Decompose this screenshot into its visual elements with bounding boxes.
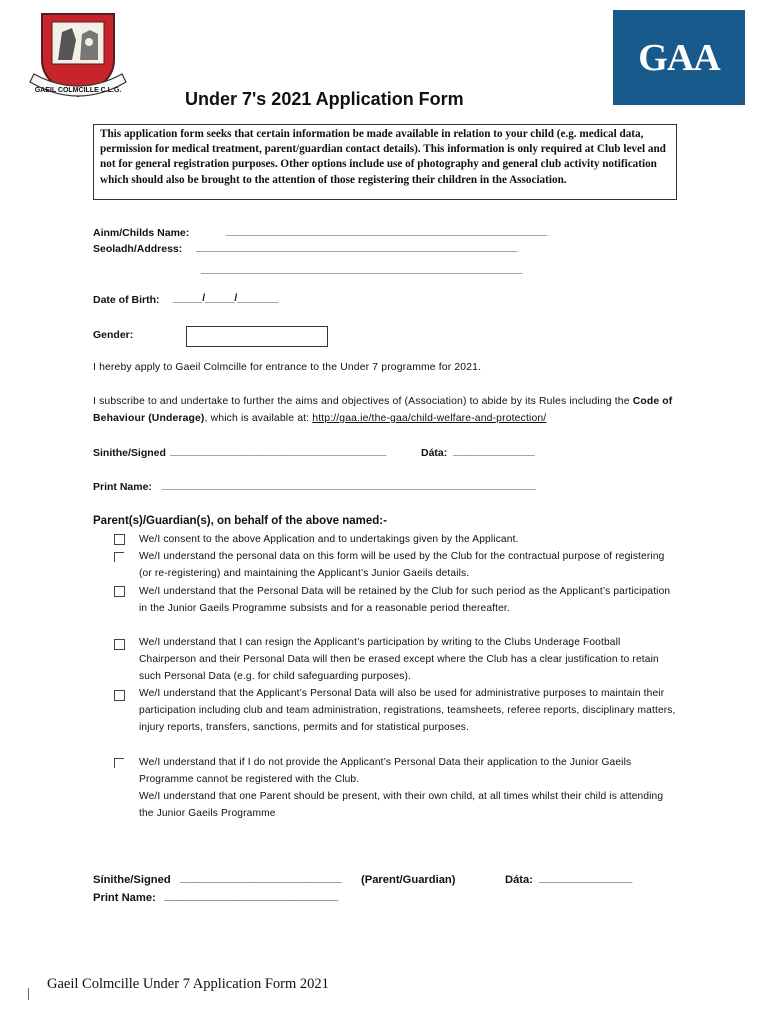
- address-field-line2[interactable]: _______________________________________________________: [201, 263, 523, 275]
- print-name-label: Print Name:: [93, 481, 152, 493]
- parents-heading: Parent(s)/Guardian(s), on behalf of the above named:-: [93, 515, 387, 527]
- notice-box: This application form seeks that certain information be made available in relation to your child (e.g. medical data, permission for medical treatment, parent/guardian contact details). This information is only required at Club level and not for general registration purposes. Other options include use of photography and general club activity notification which should also be brought to the attention of those registering their children in the Association.: [93, 124, 677, 200]
- apply-statement: I hereby apply to Gaeil Colmcille for entrance to the Under 7 programme for 2021.: [93, 362, 482, 373]
- name-field[interactable]: _______________________________________________________: [226, 225, 548, 237]
- consent-item-4: We/I understand that I can resign the Applicant’s participation by writing to the Clubs Underage Football Chairperson and their Personal Data will then be erased except where the Club has a clear justification to retain such Personal Data (e.g. for child safeguarding purposes).: [139, 637, 659, 683]
- parent-signed-label: Sínithe/Signed: [93, 874, 171, 886]
- date-label: Dáta:: [421, 447, 448, 459]
- consent-checkbox-2[interactable]: [114, 552, 124, 562]
- subscribe-text: I subscribe to and undertake to further the aims and objectives of (Association) to abide by its Rules including the: [93, 396, 633, 407]
- consent-checkbox-3[interactable]: [114, 586, 125, 597]
- parent-date-label: Dáta:: [505, 874, 533, 886]
- consent-item-3: We/I understand that the Personal Data will be retained by the Club for such period as the Applicant’s participation in the Junior Gaeils Programme subsists and for a reasonable period thereafter.: [139, 586, 671, 615]
- parent-signed-field[interactable]: __________________________: [180, 872, 342, 884]
- dob-label: Date of Birth:: [93, 294, 160, 306]
- page-footer: Gaeil Colmcille Under 7 Application Form 2021: [47, 976, 329, 992]
- code-of-behaviour: Code of Behaviour (Underage): [93, 396, 673, 424]
- address-label: Seoladh/Address:: [93, 243, 183, 255]
- subscribe-text-middle: , which is available at:: [204, 413, 313, 424]
- name-label: Ainm/Childs Name:: [93, 227, 190, 239]
- parent-date-field[interactable]: _______________: [539, 872, 633, 884]
- address-field-line1[interactable]: _______________________________________________________: [196, 241, 518, 253]
- gaa-logo: [613, 10, 745, 105]
- club-crest-logo: [28, 10, 128, 105]
- gender-label: Gender:: [93, 329, 134, 341]
- parent-print-name-label: Print Name:: [93, 892, 156, 904]
- dob-field[interactable]: _____/_____/_______: [173, 292, 279, 304]
- consent-checkbox-4[interactable]: [114, 639, 125, 650]
- child-welfare-link[interactable]: http://gaa.ie/the-gaa/child-welfare-and-protection/: [312, 413, 547, 424]
- signed-label: Sinithe/Signed: [93, 447, 166, 459]
- parent-guardian-label: (Parent/Guardian): [361, 874, 456, 886]
- consent-item-2: We/I understand the personal data on this form will be used by the Club for the contractual purpose of registering (or re-registering) and maintaining the Applicant’s Junior Gaeils details.: [139, 551, 665, 580]
- date-field[interactable]: ______________: [453, 445, 535, 457]
- consent-checkbox-1[interactable]: [114, 534, 125, 545]
- crest-motto: GAEIL COLMCILLE C.L.G.: [34, 87, 122, 94]
- gaa-logo-text: GAA: [638, 36, 720, 79]
- consent-item-6: We/I understand that if I do not provide the Applicant’s Personal Data their application to the Junior Gaeils Programme cannot be registered with the Club.: [139, 757, 632, 786]
- consent-checkbox-6[interactable]: [114, 758, 124, 768]
- consent-item-5: We/I understand that the Applicant’s Personal Data will also be used for administrative purposes to maintain their participation including club and team administration, registrations, teamsheets, referee reports, disciplinary matters, injury reports, transfers, sanctions, permits and for statistical purposes.: [139, 688, 676, 734]
- signed-field[interactable]: _____________________________________: [170, 445, 387, 457]
- subscribe-statement: [93, 393, 683, 427]
- margin-mark: [28, 988, 29, 1000]
- page-title: Under 7's 2021 Application Form: [185, 89, 464, 109]
- parent-print-name-field[interactable]: ____________________________: [164, 890, 339, 902]
- print-name-field[interactable]: ________________________________________________________________: [162, 479, 536, 491]
- parent-presence-note: We/I understand that one Parent should be present, with their own child, at all times whilst their child is attending the Junior Gaeils Programme: [139, 791, 664, 820]
- gender-input-box[interactable]: [186, 326, 328, 347]
- consent-item-1: We/I consent to the above Application and to undertakings given by the Applicant.: [139, 534, 519, 545]
- consent-checkbox-5[interactable]: [114, 690, 125, 701]
